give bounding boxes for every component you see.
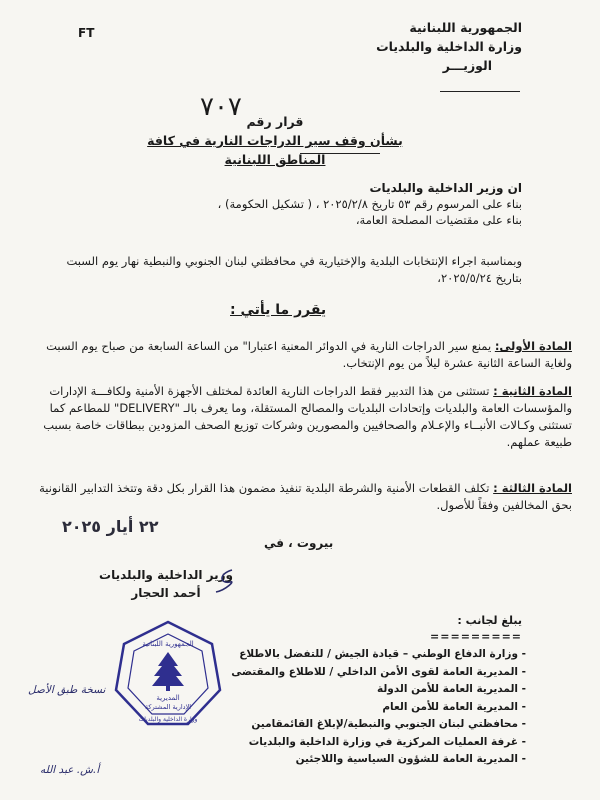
- signature-scribble-icon: [210, 566, 240, 596]
- article-2-text: تستثنى من هذا التدبير فقط الدراجات النارية العائدة لمختلف الأجهزة الأمنية ولكافـــة الإدارات والمؤسسات العامة والبلديات وإتحادات البلديات والمصالح المستقلة، وما يعرف بالـ "DELIVERY" للمطاعم كما تستثنى وكـالات الأنبــاء والإعـلام والصحافيين والمصورين وشركات توزيع الصحف المزودين ببطاقات خاصة بسبب طبيعة عملهم.: [43, 384, 572, 449]
- article-2: [24, 383, 572, 451]
- place-line: بيروت ، في: [264, 536, 334, 550]
- decision-title: بشأن وقف سير الدراجات النارية في كافة المناطق اللبنانية: [147, 133, 403, 167]
- stamp-top-text: الجمهورية اللبنانية: [142, 640, 194, 648]
- cedar-icon: [152, 652, 184, 691]
- decision-heading: [120, 112, 430, 169]
- ft-mark: FT: [78, 26, 95, 40]
- distribution-item: - المديرية العامة لقوى الأمن الداخلي / للاطلاع والمقتضى: [231, 665, 526, 678]
- distribution-item: - المديرية العامة للشؤون السياسية واللاجئين: [295, 753, 526, 765]
- distribution-title: يبلغ لجانب :: [457, 614, 522, 627]
- distribution-item: - المديرية العامة للأمن الدولة: [377, 683, 526, 695]
- distribution-item: - غرفة العمليات المركزية في وزارة الداخلية والبلديات: [248, 735, 526, 748]
- article-2-label: المادة الثانية :: [493, 384, 572, 398]
- letterhead-rule: [440, 91, 520, 92]
- title-rule: [300, 153, 380, 154]
- decision-number-label: قرار رقم: [246, 114, 304, 129]
- signer-name: أحمد الحجار: [131, 586, 201, 600]
- article-1: [24, 338, 572, 372]
- date-handwritten: ٢٢ أيار ٢٠٢٥: [62, 517, 159, 536]
- distribution-list: [231, 646, 526, 769]
- ministry-name: وزارة الداخلية والبلديات: [376, 39, 522, 54]
- distribution-item: - وزارة الدفاع الوطني – قيادة الجيش / للتفضل بالاطلاع: [239, 648, 526, 660]
- republic-name: الجمهورية اللبنانية: [409, 20, 522, 35]
- preamble-line-decree: بناء على المرسوم رقم ٥٣ تاريخ ٢٠٢٥/٢/٨ ، ( تشكيل الحكومة) ،: [217, 197, 522, 211]
- article-3-label: المادة الثالثة :: [493, 481, 572, 495]
- article-3: [24, 480, 572, 514]
- minister-office: الوزيـــر: [442, 58, 492, 73]
- article-1-text: يمنع سير الدراجات النارية في الدوائر المعنية اعتبارا" من الساعة السابعة من صباح يوم السبت ولغاية الساعة الثانية عشرة ليلاً من يوم الإنتخاب.: [46, 339, 572, 370]
- preamble-head: ان وزير الداخلية والبلديات: [369, 181, 522, 195]
- preamble-line-interest: بناء على مقتضيات المصلحة العامة،: [355, 213, 522, 227]
- certified-copy-handwritten: نسخة طبق الأصل: [28, 684, 106, 696]
- article-3-text: تكلف القطعات الأمنية والشرطة البلدية تنفيذ مضمون هذا القرار بكل دقة وتتخذ التدابير القانونية بحق المخالفين وفقاً للأصول.: [39, 481, 572, 512]
- signer-title: وزير الداخلية والبلديات: [99, 568, 233, 582]
- decides-heading: يقرر ما يأتي :: [230, 302, 327, 318]
- distribution-rule: =========: [430, 630, 522, 643]
- article-1-label: المادة الأولى:: [494, 339, 572, 353]
- letterhead: [262, 18, 522, 75]
- stamp-middle-2: الإدارية المشتركة: [144, 703, 192, 711]
- preamble-election: وبمناسبة اجراء الإنتخابات البلدية والإختيارية في محافظتي لبنان الجنوبي والنبطية نهار يوم السبت بتاريخ ٢٠٢٥/٥/٢٤،: [66, 254, 522, 285]
- distribution-item: - محافظتي لبنان الجنوبي والنبطية/لإبلاغ القائمقامين: [251, 718, 526, 730]
- official-stamp: [108, 618, 228, 730]
- decision-number-handwritten: ٧٠٧: [200, 92, 242, 122]
- stamp-middle-1: المديرية: [156, 694, 180, 702]
- second-signer-handwritten: أ.ش. عبد الله: [40, 764, 100, 776]
- preamble: [52, 180, 522, 228]
- stamp-ring-text: وزارة الداخلية والبلديات: [138, 716, 198, 723]
- distribution-item: - المديرية العامة للأمن العام: [382, 700, 526, 713]
